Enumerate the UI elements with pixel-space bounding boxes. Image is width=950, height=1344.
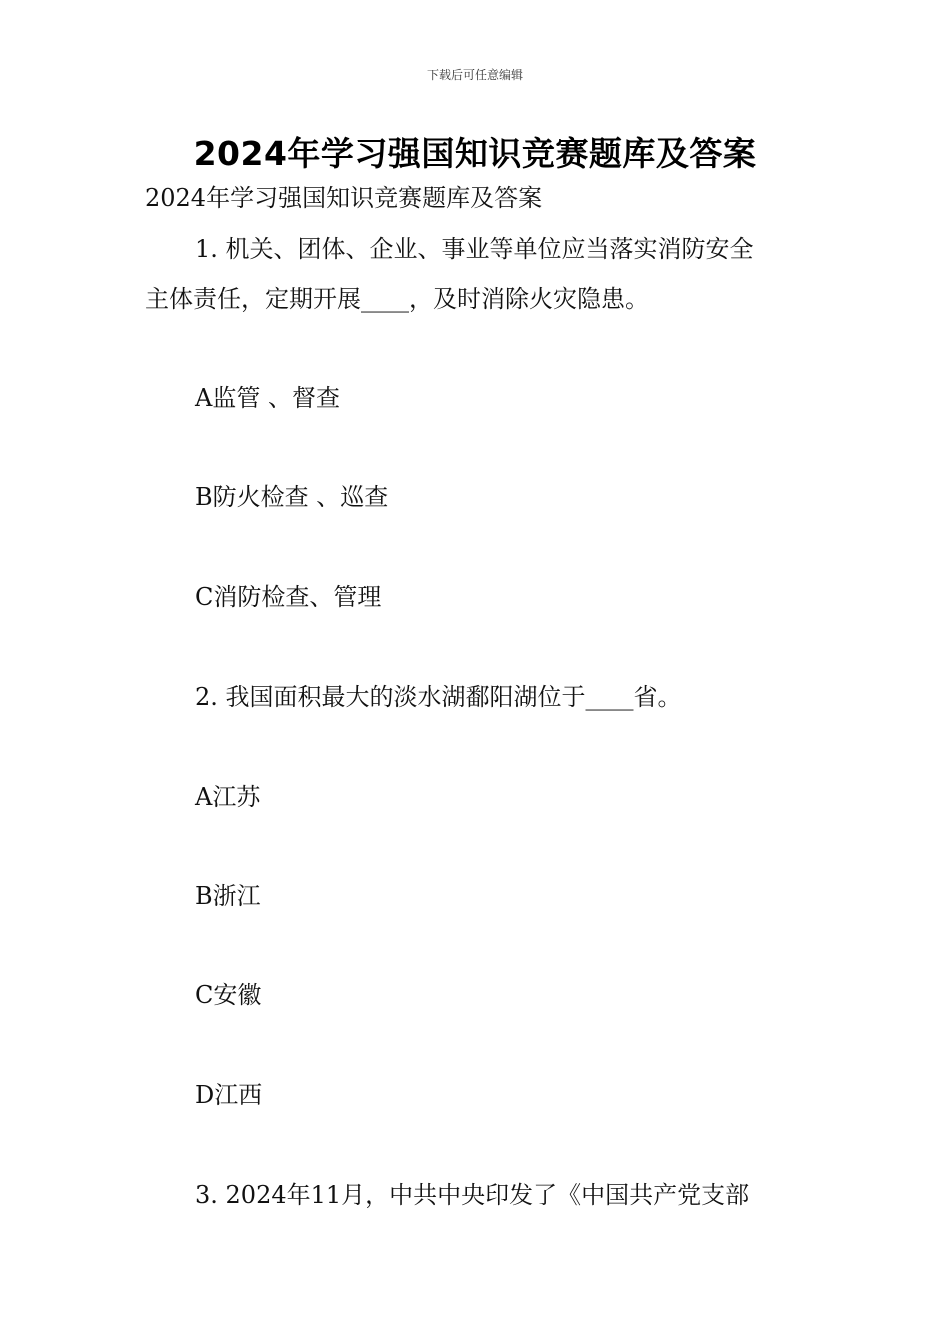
question-2-option-b: B浙江: [195, 882, 261, 910]
question-3-text: 3. 2024年11月，中共中央印发了《中国共产党支部: [195, 1181, 750, 1209]
header-note: 下载后可任意编辑: [426, 68, 523, 82]
document-subtitle: 2024年学习强国知识竞赛题库及答案: [145, 184, 543, 212]
document-title: 2024年学习强国知识竞赛题库及答案: [193, 134, 757, 173]
question-1-option-b: B防火检查 、巡查: [195, 483, 389, 511]
question-2-option-c: C安徽: [195, 981, 262, 1009]
question-1-option-c: C消防检查、管理: [195, 583, 382, 611]
question-2-text: 2. 我国面积最大的淡水湖鄱阳湖位于____省。: [195, 683, 682, 711]
question-2-option-d: D江西: [195, 1081, 263, 1109]
question-1-option-a: A监管 、督查: [195, 384, 340, 412]
question-1-text-line-2: 主体责任，定期开展____，及时消除火灾隐患。: [145, 285, 649, 313]
question-1-text-line-1: 1. 机关、团体、企业、事业等单位应当落实消防安全: [195, 235, 754, 263]
question-2-option-a: A江苏: [195, 783, 261, 811]
